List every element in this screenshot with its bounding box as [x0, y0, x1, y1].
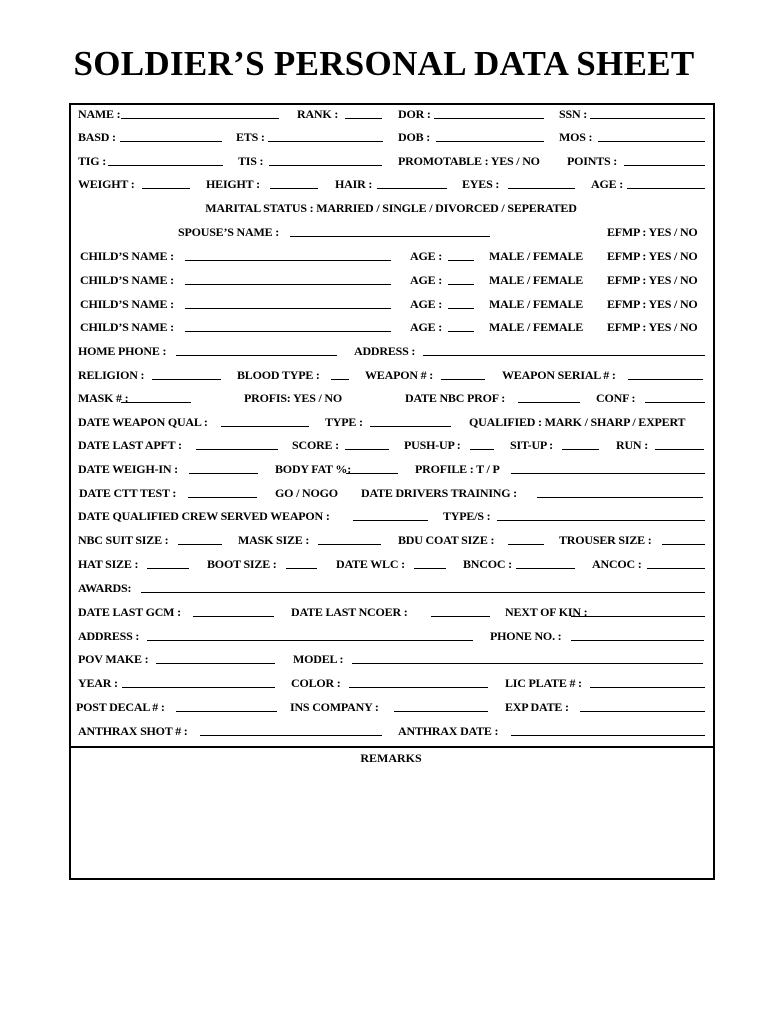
field-label-efmp-yes-no[interactable]: EFMP : YES / NO: [607, 297, 698, 311]
field-label-ssn: SSN :: [559, 107, 588, 121]
field-input-color[interactable]: [349, 687, 488, 688]
field-label-dor: DOR :: [398, 107, 431, 121]
field-label-marital-status-married-single-divorced-seperated: MARITAL STATUS : MARRIED / SINGLE / DIVORCED / SEPERATED: [205, 201, 577, 215]
field-label-ancoc: ANCOC :: [592, 557, 642, 571]
field-input-anthrax-date[interactable]: [511, 735, 705, 736]
field-input-bncoc[interactable]: [516, 568, 575, 569]
field-input-weapon-serial[interactable]: [628, 379, 703, 380]
field-label-model: MODEL :: [293, 652, 344, 666]
field-input-date-nbc-prof[interactable]: [518, 402, 580, 403]
field-input-score[interactable]: [345, 449, 389, 450]
field-input-date-ctt-test[interactable]: [188, 497, 257, 498]
field-label-weapon: WEAPON # :: [365, 368, 433, 382]
field-label-age: AGE :: [410, 273, 443, 287]
field-label-ins-company: INS COMPANY :: [290, 700, 379, 714]
field-input-run[interactable]: [655, 449, 704, 450]
field-label-date-last-ncoer: DATE LAST NCOER :: [291, 605, 408, 619]
field-input-year[interactable]: [122, 687, 275, 688]
field-input-points[interactable]: [624, 165, 705, 166]
field-input-boot-size[interactable]: [286, 568, 317, 569]
field-input-date-weapon-qual[interactable]: [221, 426, 309, 427]
field-label-child-s-name: CHILD’S NAME :: [80, 249, 174, 263]
remarks-heading: REMARKS: [360, 751, 422, 765]
field-label-male-female[interactable]: MALE / FEMALE: [489, 320, 584, 334]
field-label-address: ADDRESS :: [78, 629, 140, 643]
field-input-hair[interactable]: [377, 188, 447, 189]
field-input-height[interactable]: [270, 188, 318, 189]
field-label-boot-size: BOOT SIZE :: [207, 557, 277, 571]
field-input-basd[interactable]: [120, 141, 222, 142]
field-label-efmp-yes-no[interactable]: EFMP : YES / NO: [607, 225, 698, 239]
field-label-anthrax-date: ANTHRAX DATE :: [398, 724, 499, 738]
field-input-anthrax-shot[interactable]: [200, 735, 382, 736]
field-input-spouse-s-name[interactable]: [290, 236, 490, 237]
field-label-date-last-apft: DATE LAST APFT :: [78, 438, 182, 452]
field-label-bdu-coat-size: BDU COAT SIZE :: [398, 533, 495, 547]
field-label-bncoc: BNCOC :: [463, 557, 512, 571]
field-label-pov-make: POV MAKE :: [78, 652, 149, 666]
field-input-home-phone[interactable]: [176, 355, 337, 356]
field-input-rank[interactable]: [345, 118, 382, 119]
field-label-blood-type: BLOOD TYPE :: [237, 368, 320, 382]
field-input-ins-company[interactable]: [394, 711, 488, 712]
field-input-bdu-coat-size[interactable]: [508, 544, 544, 545]
field-label-eyes: EYES :: [462, 177, 500, 191]
field-label-awards: AWARDS:: [78, 581, 132, 595]
field-label-hat-size: HAT SIZE :: [78, 557, 139, 571]
field-input-date-weigh-in[interactable]: [189, 473, 258, 474]
field-input-date-last-apft[interactable]: [196, 449, 278, 450]
field-label-hair: HAIR :: [335, 177, 373, 191]
field-input-type[interactable]: [370, 426, 451, 427]
field-label-date-wlc: DATE WLC :: [336, 557, 405, 571]
field-label-ets: ETS :: [236, 130, 265, 144]
field-label-anthrax-shot: ANTHRAX SHOT # :: [78, 724, 188, 738]
field-label-tis: TIS :: [238, 154, 264, 168]
field-label-date-ctt-test: DATE CTT TEST :: [79, 486, 177, 500]
field-input-phone-no[interactable]: [571, 640, 704, 641]
field-input-age[interactable]: [448, 331, 474, 332]
field-label-phone-no: PHONE NO. :: [490, 629, 562, 643]
field-input-address[interactable]: [423, 355, 705, 356]
field-input-weapon[interactable]: [441, 379, 485, 380]
field-label-name: NAME :: [78, 107, 121, 121]
field-input-date-qualified-crew-served-weapon[interactable]: [353, 520, 428, 521]
field-input-awards[interactable]: [141, 592, 705, 593]
field-label-basd: BASD :: [78, 130, 116, 144]
field-input-dor[interactable]: [434, 118, 544, 119]
field-label-date-qualified-crew-served-weapon: DATE QUALIFIED CREW SERVED WEAPON :: [78, 509, 330, 523]
field-input-date-wlc[interactable]: [414, 568, 446, 569]
field-input-child-s-name[interactable]: [185, 284, 391, 285]
field-label-go-nogo[interactable]: GO / NOGO: [275, 486, 338, 500]
field-input-profile-t-p[interactable]: [511, 473, 705, 474]
field-label-address: ADDRESS :: [354, 344, 416, 358]
field-label-efmp-yes-no[interactable]: EFMP : YES / NO: [607, 320, 698, 334]
field-label-push-up: PUSH-UP :: [404, 438, 461, 452]
field-input-pov-make[interactable]: [156, 663, 275, 664]
field-label-age: AGE :: [591, 177, 624, 191]
field-input-eyes[interactable]: [508, 188, 575, 189]
field-input-age[interactable]: [448, 284, 474, 285]
field-label-age: AGE :: [410, 249, 443, 263]
field-label-type-s: TYPE/S :: [443, 509, 491, 523]
field-label-score: SCORE :: [292, 438, 339, 452]
field-label-promotable-yes-no[interactable]: PROMOTABLE : YES / NO: [398, 154, 540, 168]
field-input-sit-up[interactable]: [562, 449, 599, 450]
field-label-spouse-s-name: SPOUSE’S NAME :: [178, 225, 280, 239]
field-label-child-s-name: CHILD’S NAME :: [80, 273, 174, 287]
field-label-type: TYPE :: [325, 415, 363, 429]
field-label-sit-up: SIT-UP :: [510, 438, 553, 452]
field-label-nbc-suit-size: NBC SUIT SIZE :: [78, 533, 169, 547]
field-input-tig[interactable]: [108, 165, 223, 166]
field-label-efmp-yes-no[interactable]: EFMP : YES / NO: [607, 273, 698, 287]
field-label-date-last-gcm: DATE LAST GCM :: [78, 605, 181, 619]
field-input-hat-size[interactable]: [147, 568, 189, 569]
field-input-lic-plate[interactable]: [590, 687, 705, 688]
field-input-address[interactable]: [147, 640, 473, 641]
field-input-child-s-name[interactable]: [185, 331, 391, 332]
field-input-age[interactable]: [448, 308, 474, 309]
field-label-age: AGE :: [410, 320, 443, 334]
field-input-date-drivers-training[interactable]: [537, 497, 703, 498]
field-input-post-decal[interactable]: [176, 711, 277, 712]
field-input-ancoc[interactable]: [647, 568, 705, 569]
field-input-religion[interactable]: [152, 379, 221, 380]
field-label-weapon-serial: WEAPON SERIAL # :: [502, 368, 616, 382]
field-input-type-s[interactable]: [497, 520, 705, 521]
field-input-name[interactable]: [121, 118, 279, 119]
field-label-religion: RELIGION :: [78, 368, 145, 382]
field-label-next-of-kin: NEXT OF KIN :: [505, 605, 588, 619]
field-input-mask-size[interactable]: [318, 544, 381, 545]
field-input-mask[interactable]: [121, 402, 191, 403]
field-label-year: YEAR :: [78, 676, 118, 690]
field-label-male-female[interactable]: MALE / FEMALE: [489, 249, 584, 263]
field-input-nbc-suit-size[interactable]: [178, 544, 222, 545]
field-label-tig: TIG :: [78, 154, 107, 168]
field-input-age[interactable]: [448, 260, 474, 261]
field-label-post-decal: POST DECAL # :: [76, 700, 165, 714]
field-label-exp-date: EXP DATE :: [505, 700, 569, 714]
field-label-date-weapon-qual: DATE WEAPON QUAL :: [78, 415, 208, 429]
field-label-date-nbc-prof: DATE NBC PROF :: [405, 391, 505, 405]
field-input-exp-date[interactable]: [580, 711, 705, 712]
field-label-child-s-name: CHILD’S NAME :: [80, 297, 174, 311]
field-input-mos[interactable]: [598, 141, 705, 142]
field-label-efmp-yes-no[interactable]: EFMP : YES / NO: [607, 249, 698, 263]
field-label-rank: RANK :: [297, 107, 339, 121]
field-input-weight[interactable]: [142, 188, 190, 189]
field-label-mos: MOS :: [559, 130, 593, 144]
field-input-push-up[interactable]: [470, 449, 494, 450]
field-input-age[interactable]: [627, 188, 705, 189]
field-label-points: POINTS :: [567, 154, 618, 168]
field-label-qualified-mark-sharp-expert[interactable]: QUALIFIED : MARK / SHARP / EXPERT: [469, 415, 686, 429]
field-label-run: RUN :: [616, 438, 648, 452]
field-label-mask-size: MASK SIZE :: [238, 533, 310, 547]
field-input-ets[interactable]: [268, 141, 383, 142]
field-input-child-s-name[interactable]: [185, 260, 391, 261]
field-input-child-s-name[interactable]: [185, 308, 391, 309]
field-label-profile-t-p: PROFILE : T / P: [415, 462, 500, 476]
field-input-body-fat[interactable]: [346, 473, 398, 474]
field-label-color: COLOR :: [291, 676, 341, 690]
field-label-male-female[interactable]: MALE / FEMALE: [489, 273, 584, 287]
field-label-trouser-size: TROUSER SIZE :: [559, 533, 652, 547]
field-input-date-last-gcm[interactable]: [193, 616, 274, 617]
remarks-divider: [69, 746, 713, 748]
field-label-body-fat: BODY FAT %:: [275, 462, 352, 476]
field-label-age: AGE :: [410, 297, 443, 311]
page-title: SOLDIER’S PERSONAL DATA SHEET: [73, 44, 695, 83]
field-input-tis[interactable]: [269, 165, 382, 166]
field-label-male-female[interactable]: MALE / FEMALE: [489, 297, 584, 311]
field-label-mask: MASK # :: [78, 391, 129, 405]
field-input-conf[interactable]: [645, 402, 705, 403]
field-label-conf: CONF :: [596, 391, 636, 405]
field-label-dob: DOB :: [398, 130, 431, 144]
field-label-weight: WEIGHT :: [78, 177, 135, 191]
field-label-child-s-name: CHILD’S NAME :: [80, 320, 174, 334]
field-label-profis-yes-no[interactable]: PROFIS: YES / NO: [244, 391, 343, 405]
field-label-lic-plate: LIC PLATE # :: [505, 676, 582, 690]
field-input-date-last-ncoer[interactable]: [431, 616, 490, 617]
field-input-ssn[interactable]: [590, 118, 705, 119]
field-label-date-weigh-in: DATE WEIGH-IN :: [78, 462, 178, 476]
field-input-dob[interactable]: [436, 141, 544, 142]
field-input-trouser-size[interactable]: [662, 544, 705, 545]
field-input-model[interactable]: [352, 663, 703, 664]
field-label-height: HEIGHT :: [206, 177, 260, 191]
field-input-blood-type[interactable]: [331, 379, 349, 380]
field-label-home-phone: HOME PHONE :: [78, 344, 167, 358]
field-label-date-drivers-training: DATE DRIVERS TRAINING :: [361, 486, 517, 500]
remarks-field[interactable]: [71, 770, 711, 876]
field-input-next-of-kin[interactable]: [571, 616, 705, 617]
